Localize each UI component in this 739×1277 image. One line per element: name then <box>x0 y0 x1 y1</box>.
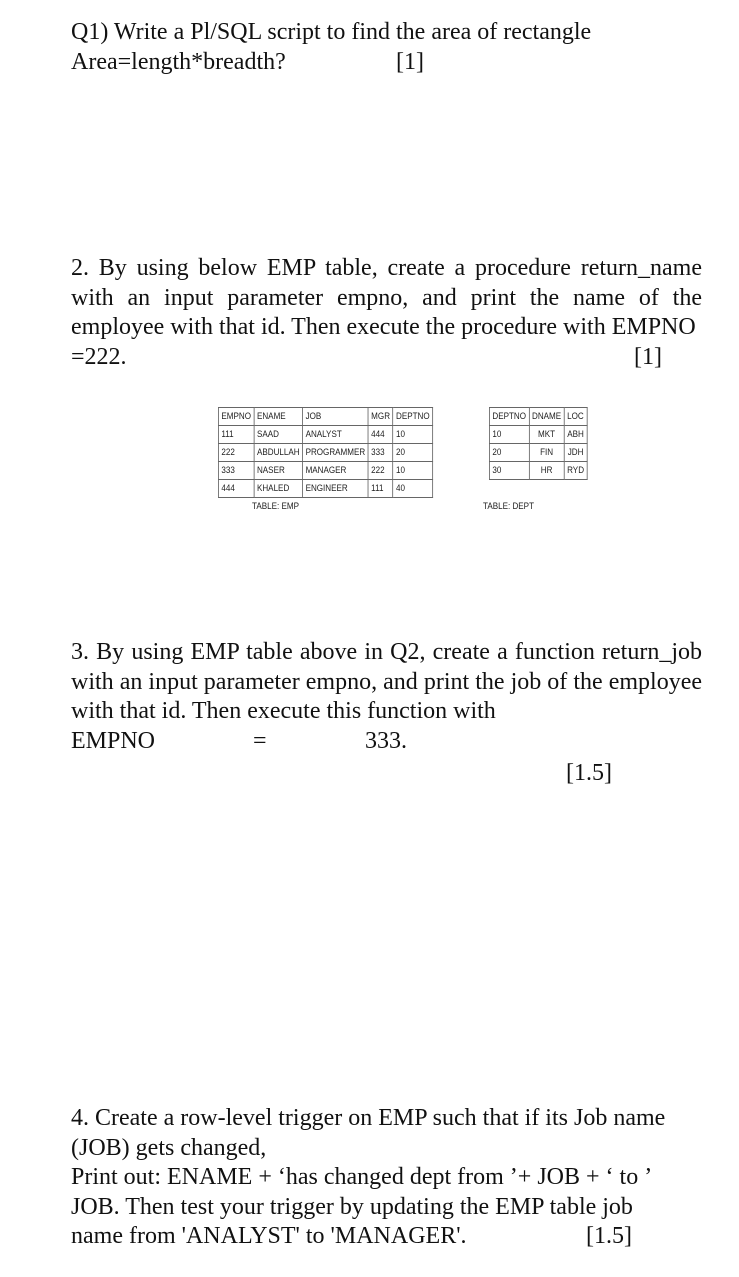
emp-cell: 444 <box>218 480 254 498</box>
table-row <box>218 480 432 498</box>
emp-cell: 20 <box>393 444 433 462</box>
table-row <box>489 444 587 462</box>
emp-header-cell: MGR <box>368 408 393 426</box>
q1-mark: [1] <box>396 48 424 75</box>
q3-text: 3. By using EMP table above in Q2, create a function return_job with an input parameter empno, and print the job of the employee with that id. Then execute this function with <box>71 639 702 724</box>
emp-cell: NASER <box>254 462 303 480</box>
emp-cell: 333 <box>368 444 393 462</box>
emp-header-cell: ENAME <box>254 408 303 426</box>
dept-table-caption: TABLE: DEPT <box>483 501 535 512</box>
dept-cell: RYD <box>564 462 587 480</box>
question-2 <box>71 254 702 372</box>
emp-table <box>218 407 433 498</box>
dept-header-row <box>489 408 587 426</box>
dept-cell: 30 <box>489 462 529 480</box>
emp-cell: 222 <box>368 462 393 480</box>
emp-cell: ANALYST <box>303 426 369 444</box>
emp-cell: ENGINEER <box>303 480 369 498</box>
emp-header-cell: JOB <box>303 408 369 426</box>
table-row <box>489 462 587 480</box>
emp-cell: MANAGER <box>303 462 369 480</box>
table-row <box>218 444 432 462</box>
q3-equals: = <box>253 727 267 754</box>
emp-table-caption: TABLE: EMP <box>252 501 299 512</box>
dept-header-cell: LOC <box>564 408 587 426</box>
question-4 <box>71 1104 702 1252</box>
q3-mark: [1.5] <box>566 760 612 786</box>
emp-cell: SAAD <box>254 426 303 444</box>
question-1 <box>71 18 702 77</box>
emp-cell: 10 <box>393 426 433 444</box>
emp-cell: 40 <box>393 480 433 498</box>
q3-value: 333. <box>365 727 407 754</box>
q1-line-1: Q1) Write a Pl/SQL script to find the area of rectangle <box>71 19 592 45</box>
dept-cell: 20 <box>489 444 529 462</box>
dept-table <box>489 407 587 480</box>
q4-mark: [1.5] <box>586 1223 632 1249</box>
table-row <box>218 462 432 480</box>
emp-cell: KHALED <box>254 480 303 498</box>
emp-cell: 10 <box>393 462 433 480</box>
emp-cell: 444 <box>368 426 393 444</box>
q4-line-5: name from 'ANALYST' to 'MANAGER'. <box>71 1223 467 1249</box>
emp-cell: 222 <box>218 444 254 462</box>
dept-cell: 10 <box>489 426 529 444</box>
dept-header-cell: DNAME <box>529 408 564 426</box>
q2-line-end: =222. <box>71 343 127 370</box>
q4-line-4: JOB. Then test your trigger by updating the EMP table job <box>71 1193 633 1220</box>
q3-empno: EMPNO <box>71 727 156 754</box>
q2-text: 2. By using below EMP table, create a procedure return_name with an input parameter empno, and print the name of the employee with that id. Then execute the procedure with EMPNO <box>71 255 702 340</box>
emp-cell: PROGRAMMER <box>303 444 369 462</box>
dept-cell: HR <box>529 462 564 480</box>
q1-line-2: Area=length*breadth? <box>71 48 286 75</box>
dept-cell: MKT <box>529 426 564 444</box>
table-row <box>218 426 432 444</box>
q2-mark: [1] <box>634 343 662 370</box>
emp-cell: ABDULLAH <box>254 444 303 462</box>
table-row <box>489 426 587 444</box>
emp-header-cell: DEPTNO <box>393 408 433 426</box>
emp-header-row <box>218 408 432 426</box>
emp-cell: 333 <box>218 462 254 480</box>
emp-cell: 111 <box>218 426 254 444</box>
emp-cell: 111 <box>368 480 393 498</box>
q4-line-3: Print out: ENAME + ‘has changed dept from ’+ JOB + ‘ to ’ <box>71 1164 653 1190</box>
dept-cell: JDH <box>564 444 587 462</box>
dept-cell: FIN <box>529 444 564 462</box>
question-3 <box>71 638 702 786</box>
emp-header-cell: EMPNO <box>218 408 254 426</box>
dept-cell: ABH <box>564 426 587 444</box>
dept-header-cell: DEPTNO <box>489 408 529 426</box>
q4-line-1: 4. Create a row-level trigger on EMP such that if its Job name <box>71 1105 666 1131</box>
q4-line-2: (JOB) gets changed, <box>71 1134 267 1161</box>
